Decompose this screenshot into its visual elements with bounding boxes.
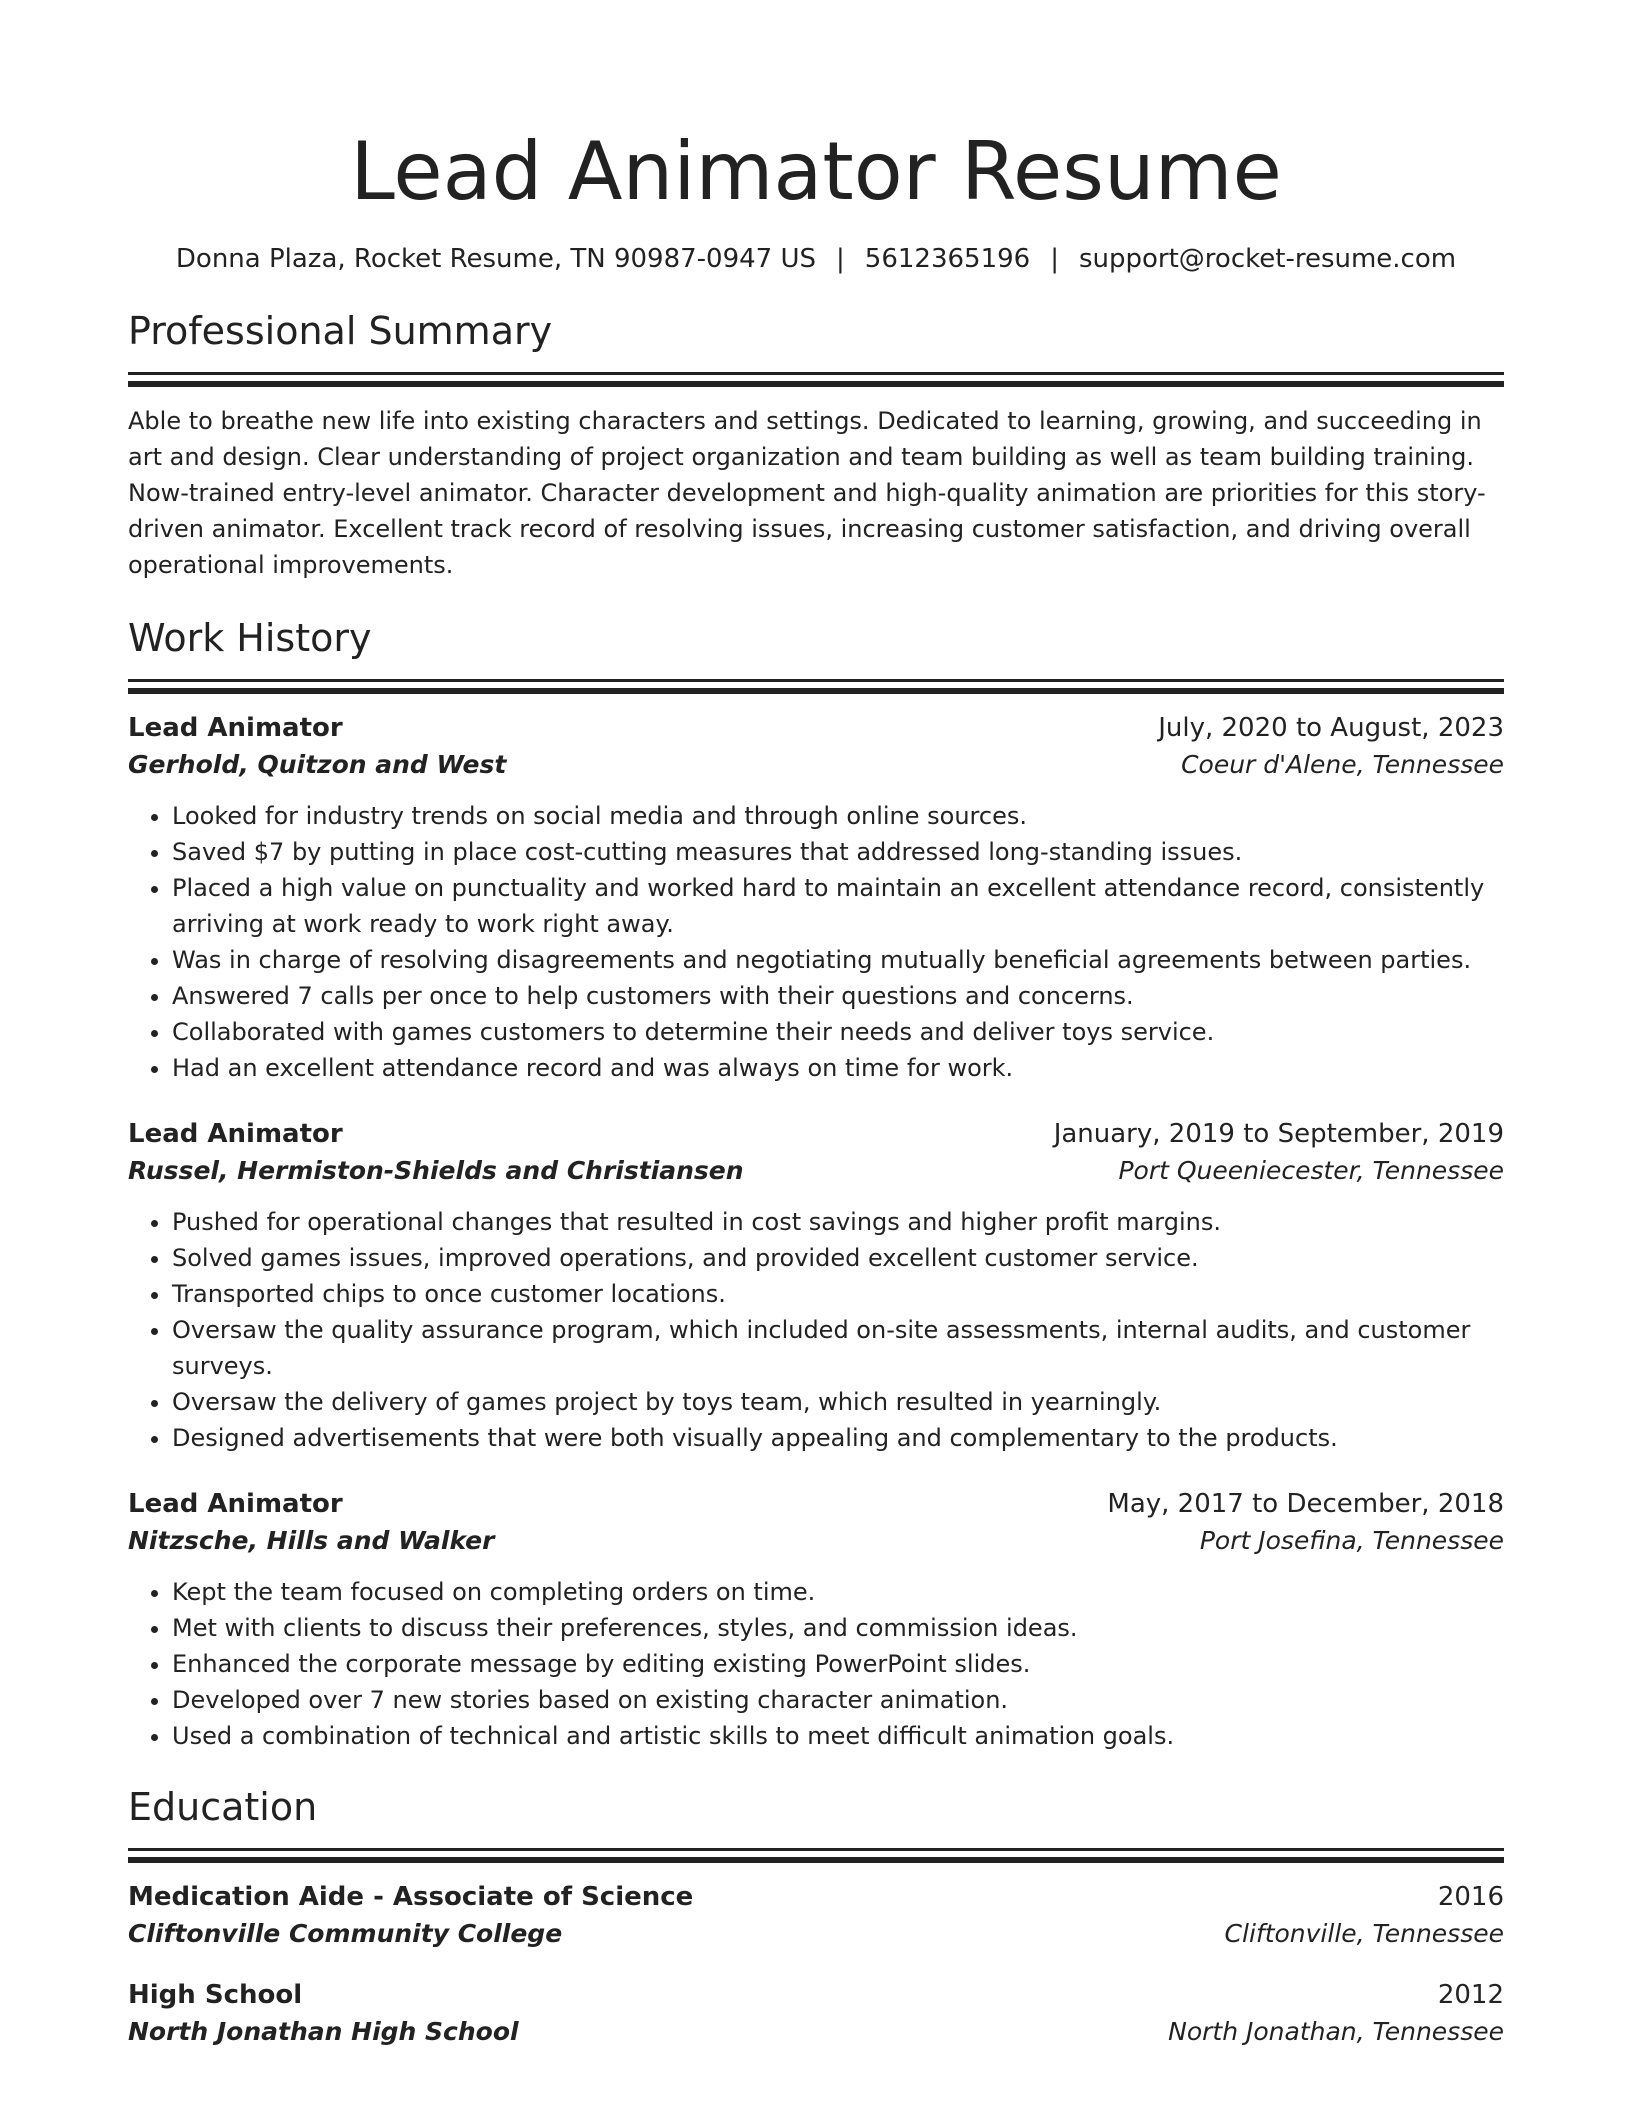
summary-section bbox=[128, 308, 1504, 583]
bullet-item: • Collaborated with games customers to determine their needs and deliver toys service. bbox=[172, 1014, 1504, 1050]
section-divider-thick bbox=[128, 381, 1504, 387]
bullet-item: • Used a combination of technical and artistic skills to meet difficult animation goals. bbox=[172, 1718, 1504, 1754]
job-dates: July, 2020 to August, 2023 bbox=[1158, 713, 1504, 743]
job-bullets bbox=[128, 1574, 1504, 1754]
education-location: North Jonathan, Tennessee bbox=[1168, 2017, 1504, 2046]
job-bullets bbox=[128, 1204, 1504, 1456]
education-school: North Jonathan High School bbox=[128, 2017, 519, 2046]
job-employer-row bbox=[128, 1152, 1504, 1190]
job-bullets bbox=[128, 798, 1504, 1086]
section-divider-thick bbox=[128, 1857, 1504, 1863]
education-entry bbox=[128, 1879, 1504, 1953]
bullet-item: • Designed advertisements that were both visually appealing and complementary to the products. bbox=[172, 1420, 1504, 1456]
bullet-item: • Pushed for operational changes that resulted in cost savings and higher profit margins. bbox=[172, 1204, 1504, 1240]
job-location: Port Queeniecester, Tennessee bbox=[1118, 1156, 1504, 1185]
contact-separator: | bbox=[1050, 244, 1059, 274]
education-degree: Medication Aide - Associate of Science bbox=[128, 1882, 694, 1912]
section-divider bbox=[128, 372, 1504, 375]
bullet-item: • Kept the team focused on completing orders on time. bbox=[172, 1574, 1504, 1610]
contact-line bbox=[128, 242, 1504, 276]
bullet-item: • Transported chips to once customer locations. bbox=[172, 1276, 1504, 1312]
job-entry bbox=[128, 1486, 1504, 1754]
section-heading: Professional Summary bbox=[128, 309, 553, 353]
job-employer-row bbox=[128, 746, 1504, 784]
contact-address: Donna Plaza, Rocket Resume, TN 90987-0947 US bbox=[175, 244, 817, 274]
education-degree: High School bbox=[128, 1980, 303, 2010]
education-header-row bbox=[128, 1879, 1504, 1915]
job-title: Lead Animator bbox=[128, 1119, 343, 1149]
job-entry bbox=[128, 1116, 1504, 1456]
resume-title: Lead Animator Resume bbox=[350, 125, 1282, 218]
job-employer: Gerhold, Quitzon and West bbox=[128, 750, 507, 779]
bullet-item: • Looked for industry trends on social media and through online sources. bbox=[172, 798, 1504, 834]
job-employer: Nitzsche, Hills and Walker bbox=[128, 1526, 495, 1555]
bullet-item: • Saved $7 by putting in place cost-cutting measures that addressed long-standing issues. bbox=[172, 834, 1504, 870]
education-school: Cliftonville Community College bbox=[128, 1919, 563, 1948]
summary-text: Able to breathe new life into existing characters and settings. Dedicated to learning, growing, and succeeding in art and design. Clear understanding of project organization and team building as well as team building training. Now-trained entry-level animator. Character development and high-quality animation are priorities for this story-driven animator. Excellent track record of resolving issues, increasing customer satisfaction, and driving overall operational improvements. bbox=[128, 407, 1486, 579]
job-dates: January, 2019 to September, 2019 bbox=[1053, 1119, 1504, 1149]
education-school-row bbox=[128, 2013, 1504, 2051]
work-history-section bbox=[128, 615, 1504, 1754]
bullet-item: • Solved games issues, improved operations, and provided excellent customer service. bbox=[172, 1240, 1504, 1276]
bullet-item: • Oversaw the quality assurance program, which included on-site assessments, internal audits, and customer surveys. bbox=[172, 1312, 1504, 1384]
bullet-item: • Answered 7 calls per once to help customers with their questions and concerns. bbox=[172, 978, 1504, 1014]
bullet-item: • Enhanced the corporate message by editing existing PowerPoint slides. bbox=[172, 1646, 1504, 1682]
education-section bbox=[128, 1784, 1504, 2051]
section-divider-thick bbox=[128, 688, 1504, 694]
section-heading: Work History bbox=[128, 616, 372, 660]
education-year: 2016 bbox=[1437, 1882, 1504, 1912]
education-entry bbox=[128, 1977, 1504, 2051]
bullet-item: • Had an excellent attendance record and was always on time for work. bbox=[172, 1050, 1504, 1086]
education-school-row bbox=[128, 1915, 1504, 1953]
education-year: 2012 bbox=[1437, 1980, 1504, 2010]
contact-phone: 5612365196 bbox=[864, 244, 1031, 274]
bullet-item: • Placed a high value on punctuality and worked hard to maintain an excellent attendance record, consistently arriving at work ready to work right away. bbox=[172, 870, 1504, 942]
bullet-item: • Met with clients to discuss their preferences, styles, and commission ideas. bbox=[172, 1610, 1504, 1646]
contact-separator: | bbox=[836, 244, 845, 274]
job-employer-row bbox=[128, 1522, 1504, 1560]
job-location: Port Josefina, Tennessee bbox=[1199, 1526, 1504, 1555]
job-header-row bbox=[128, 1116, 1504, 1152]
bullet-item: • Developed over 7 new stories based on existing character animation. bbox=[172, 1682, 1504, 1718]
job-dates: May, 2017 to December, 2018 bbox=[1107, 1489, 1504, 1519]
education-header-row bbox=[128, 1977, 1504, 2013]
job-header-row bbox=[128, 1486, 1504, 1522]
job-title: Lead Animator bbox=[128, 713, 343, 743]
section-heading: Education bbox=[128, 1785, 318, 1829]
job-location: Coeur d'Alene, Tennessee bbox=[1181, 750, 1504, 779]
job-header-row bbox=[128, 710, 1504, 746]
job-employer: Russel, Hermiston-Shields and Christiansen bbox=[128, 1156, 744, 1185]
job-title: Lead Animator bbox=[128, 1489, 343, 1519]
resume-page bbox=[128, 0, 1504, 2075]
bullet-item: • Was in charge of resolving disagreements and negotiating mutually beneficial agreements between parties. bbox=[172, 942, 1504, 978]
section-divider bbox=[128, 679, 1504, 682]
job-entry bbox=[128, 710, 1504, 1086]
education-location: Cliftonville, Tennessee bbox=[1224, 1919, 1504, 1948]
bullet-item: • Oversaw the delivery of games project by toys team, which resulted in yearningly. bbox=[172, 1384, 1504, 1420]
section-divider bbox=[128, 1848, 1504, 1851]
contact-email: support@rocket-resume.com bbox=[1078, 244, 1457, 274]
